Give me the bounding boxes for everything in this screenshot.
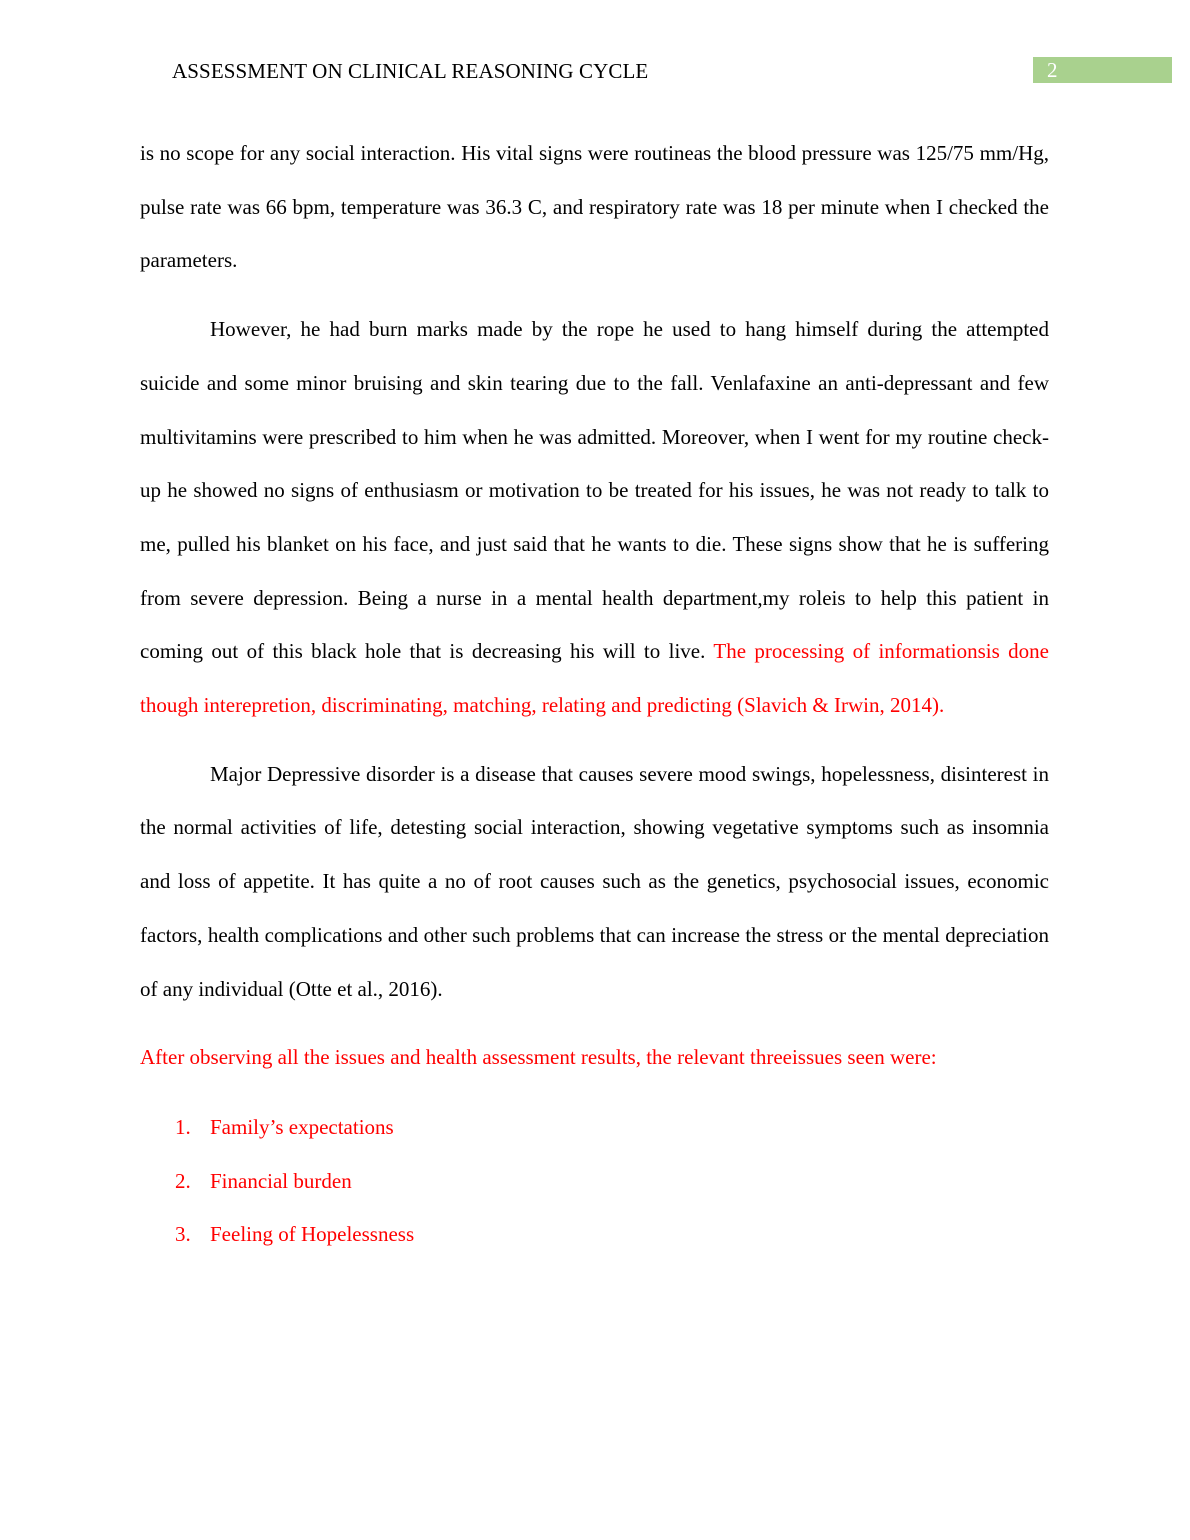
page-header (0, 0, 1190, 100)
page-number-badge (1033, 57, 1172, 83)
list-item-number: 2. (175, 1168, 191, 1193)
page-number: 2 (1047, 58, 1058, 82)
paragraph-major-depressive-disorder: Major Depressive disorder is a disease that causes severe mood swings, hopelessness, disinterest in the normal activities of life, detesting social interaction, showing vegetative symptoms such as insomnia and loss of appetite. It has quite a no of root causes such as the genetics, psychosocial issues, economic factors, health complications and other such problems that can increase the stress or the mental depreciation of any individual (Otte et al., 2016). (140, 761, 1049, 1001)
document-body (140, 127, 1049, 1262)
list-item-number: 3. (175, 1222, 191, 1247)
running-head: ASSESSMENT ON CLINICAL REASONING CYCLE (172, 59, 649, 83)
highlighted-citation-text: The processing of informationsis done though interepretion, discriminating, matching, relating and predicting (Slavich & Irwin, 2014). (140, 639, 1049, 718)
patient-condition-text: However, he had burn marks made by the rope he used to hang himself during the attempted suicide and some minor bruising and skin tearing due to the fall. Venlafaxine an anti-depressant and few multivitamins were prescribed to him when he was admitted. Moreover, when I went for my routine check-up he showed no signs of enthusiasm or motivation to be treated for his issues, he was not ready to talk to me, pulled his blanket on his face, and just said that he wants to die. These signs show that he is suffering from severe depression. Being a nurse in a mental health department,my roleis to help this patient in coming out of this black hole that is decreasing his will to live. (140, 317, 1049, 664)
list-item-text: Financial burden (210, 1168, 352, 1193)
list-item (140, 1208, 1049, 1262)
list-item (140, 1155, 1049, 1209)
paragraph-vital-signs: is no scope for any social interaction. His vital signs were routineas the blood pressure was 125/75 mm/Hg, pulse rate was 66 bpm, temperature was 36.3 C, and respiratory rate was 18 per minute when I checked the parameters. (140, 141, 1049, 273)
list-item-number: 1. (175, 1114, 191, 1139)
paragraph-patient-condition (140, 303, 1049, 733)
issues-list (140, 1101, 1049, 1262)
list-item-text: Family’s expectations (210, 1114, 394, 1139)
list-item-text: Feeling of Hopelessness (210, 1222, 415, 1247)
list-item (140, 1101, 1049, 1155)
issues-intro: After observing all the issues and health assessment results, the relevant threeissues seen were: (140, 1045, 937, 1070)
